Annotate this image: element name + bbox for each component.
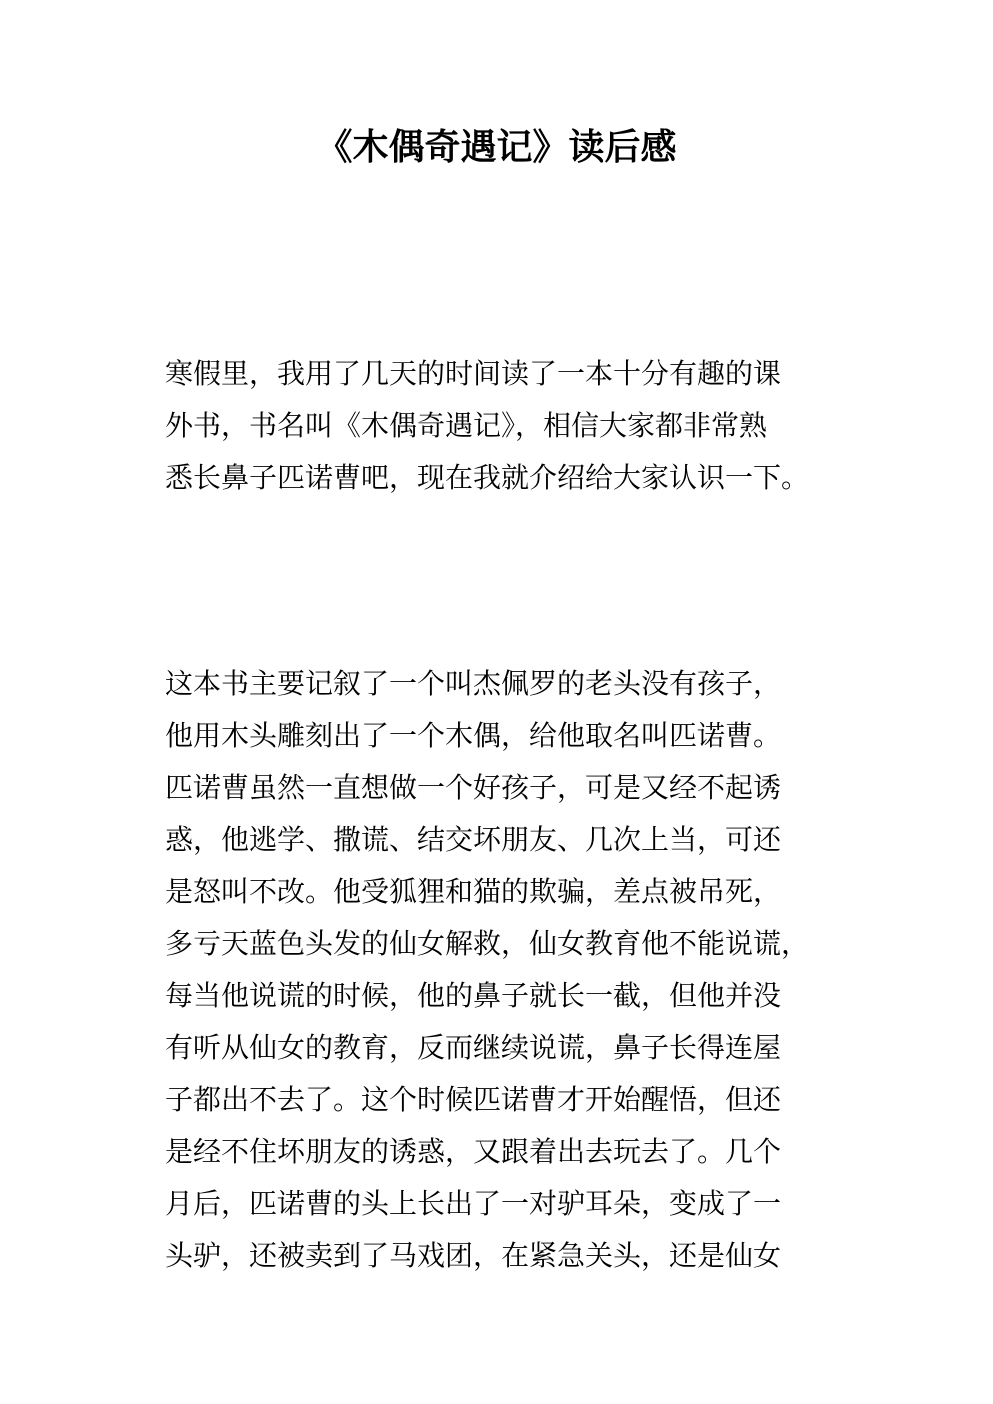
text-line: 寒假里，我用了几天的时间读了一本十分有趣的课 [165, 357, 782, 390]
text-line: 悉长鼻子匹诺曹吧，现在我就介绍给大家认识一下。 [165, 461, 810, 494]
text-line: 每当他说谎的时候，他的鼻子就长一截，但他并没 [165, 979, 782, 1012]
text-line: 他用木头雕刻出了一个木偶，给他取名叫匹诺曹。 [165, 719, 782, 752]
page-title: 《木偶奇遇记》读后感 [316, 127, 677, 168]
text-line: 头驴，还被卖到了马戏团，在紧急关头，还是仙女 [165, 1239, 782, 1272]
text-line: 有听从仙女的教育，反而继续说谎，鼻子长得连屋 [165, 1031, 782, 1064]
text-line: 匹诺曹虽然一直想做一个好孩子，可是又经不起诱 [165, 771, 782, 804]
text-line: 是经不住坏朋友的诱惑，又跟着出去玩去了。几个 [165, 1135, 782, 1168]
text-line: 是怒叫不改。他受狐狸和猫的欺骗，差点被吊死， [165, 875, 782, 908]
text-line: 这本书主要记叙了一个叫杰佩罗的老头没有孩子， [165, 667, 782, 700]
text-line: 多亏天蓝色头发的仙女解救，仙女教育他不能说谎， [165, 927, 810, 960]
paragraph-summary [165, 658, 855, 1282]
text-line: 子都出不去了。这个时候匹诺曹才开始醒悟，但还 [165, 1083, 782, 1116]
text-line: 惑，他逃学、撒谎、结交坏朋友、几次上当，可还 [165, 823, 782, 856]
paragraph-intro [165, 348, 855, 504]
text-line: 月后，匹诺曹的头上长出了一对驴耳朵，变成了一 [165, 1187, 782, 1220]
text-line: 外书，书名叫《木偶奇遇记》，相信大家都非常熟 [165, 409, 768, 442]
